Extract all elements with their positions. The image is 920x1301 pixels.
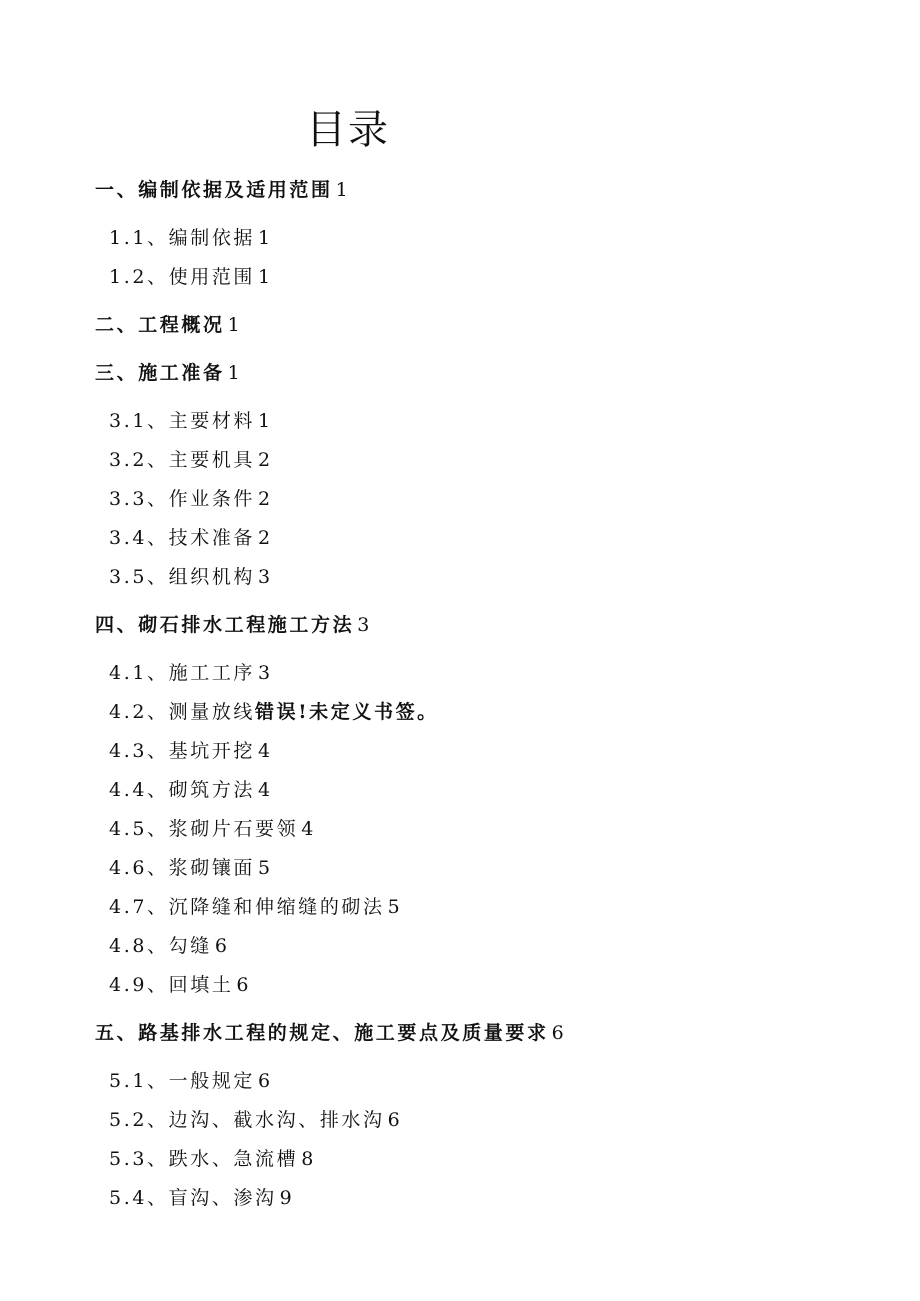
toc-page-number: 1 (335, 179, 351, 201)
toc-page-number: 1 (258, 410, 273, 432)
toc-entry-text: 4.3、基坑开挖 (109, 740, 256, 762)
toc-page-number: 9 (279, 1187, 295, 1209)
toc-page-number: 6 (236, 974, 252, 996)
toc-entry-3-5[interactable] (109, 563, 273, 591)
toc-entry-3-3[interactable] (109, 485, 273, 513)
toc-entry-text: 4.9、回填土 (109, 974, 234, 996)
toc-entry-text: 3.3、作业条件 (109, 488, 256, 510)
toc-entry-text: 4.8、勾缝 (109, 935, 212, 957)
toc-entry-5-2[interactable] (109, 1106, 402, 1134)
toc-entry-4[interactable] (95, 611, 372, 639)
toc-entry-4-4[interactable] (109, 776, 273, 804)
toc-page-number: 3 (258, 662, 273, 684)
toc-title: 目录 (306, 107, 390, 153)
toc-entry-text: 4.4、砌筑方法 (109, 779, 256, 801)
toc-page-number: 2 (258, 449, 273, 471)
toc-entry-5-4[interactable] (109, 1184, 294, 1212)
toc-page-number: 2 (258, 488, 273, 510)
toc-page-number: 3 (357, 614, 372, 636)
toc-entry-1-1[interactable] (109, 224, 273, 252)
toc-entry-4-5[interactable] (109, 815, 316, 843)
toc-entry-text: 3.2、主要机具 (109, 449, 256, 471)
toc-page-number: 8 (301, 1148, 316, 1170)
toc-bookmark-error: 错误!未定义书签。 (255, 701, 439, 723)
toc-entry-4-1[interactable] (109, 659, 273, 687)
toc-entry-text: 4.2、测量放线 (109, 701, 256, 723)
toc-entry-3[interactable] (95, 359, 242, 387)
toc-entry-text: 4.7、沉降缝和伸缩缝的砌法 (109, 896, 385, 918)
toc-entry-text: 3.5、组织机构 (109, 566, 256, 588)
toc-entry-text: 五、路基排水工程的规定、施工要点及质量要求 (95, 1022, 549, 1044)
toc-entry-3-1[interactable] (109, 407, 273, 435)
toc-entry-4-6[interactable] (109, 854, 273, 882)
toc-page-number: 5 (387, 896, 403, 918)
toc-entry-text: 5.1、一般规定 (109, 1070, 256, 1092)
toc-entry-text: 4.6、浆砌镶面 (109, 857, 256, 879)
toc-entry-text: 4.1、施工工序 (109, 662, 256, 684)
toc-entry-1[interactable] (95, 176, 350, 204)
toc-page-number: 1 (258, 227, 273, 249)
toc-entry-text: 3.1、主要材料 (109, 410, 256, 432)
toc-entry-5[interactable] (95, 1019, 566, 1047)
toc-entry-5-3[interactable] (109, 1145, 316, 1173)
toc-entry-4-7[interactable] (109, 893, 402, 921)
toc-entry-text: 3.4、技术准备 (109, 527, 256, 549)
toc-entry-text: 1.1、编制依据 (109, 227, 256, 249)
toc-entry-3-2[interactable] (109, 446, 273, 474)
toc-entry-text: 5.3、跌水、急流槽 (109, 1148, 299, 1170)
toc-page-number: 2 (258, 527, 273, 549)
toc-page-number: 4 (301, 818, 316, 840)
toc-entry-1-2[interactable] (109, 263, 273, 291)
toc-page-number: 1 (227, 314, 243, 336)
toc-page-number: 6 (214, 935, 230, 957)
toc-page-number: 5 (258, 857, 273, 879)
toc-entry-text: 四、砌石排水工程施工方法 (95, 614, 355, 636)
toc-entry-text: 三、施工准备 (95, 362, 225, 384)
toc-page-number: 6 (258, 1070, 273, 1092)
toc-entry-5-1[interactable] (109, 1067, 273, 1095)
toc-entry-text: 5.2、边沟、截水沟、排水沟 (109, 1109, 385, 1131)
toc-page-number: 6 (387, 1109, 403, 1131)
toc-entry-text: 一、编制依据及适用范围 (95, 179, 333, 201)
toc-entry-text: 5.4、盲沟、渗沟 (109, 1187, 277, 1209)
toc-page-number: 4 (258, 779, 273, 801)
toc-entry-2[interactable] (95, 311, 242, 339)
toc-entry-text: 4.5、浆砌片石要领 (109, 818, 299, 840)
toc-page-number: 4 (258, 740, 273, 762)
toc-entry-4-2[interactable] (109, 698, 439, 726)
toc-page-number: 6 (551, 1022, 567, 1044)
toc-page-number: 1 (227, 362, 243, 384)
toc-entry-4-8[interactable] (109, 932, 230, 960)
toc-entry-text: 1.2、使用范围 (109, 266, 256, 288)
toc-entry-text: 二、工程概况 (95, 314, 225, 336)
toc-entry-3-4[interactable] (109, 524, 273, 552)
toc-entry-4-9[interactable] (109, 971, 251, 999)
toc-entry-4-3[interactable] (109, 737, 273, 765)
toc-page-number: 3 (258, 566, 273, 588)
toc-page-number: 1 (258, 266, 273, 288)
